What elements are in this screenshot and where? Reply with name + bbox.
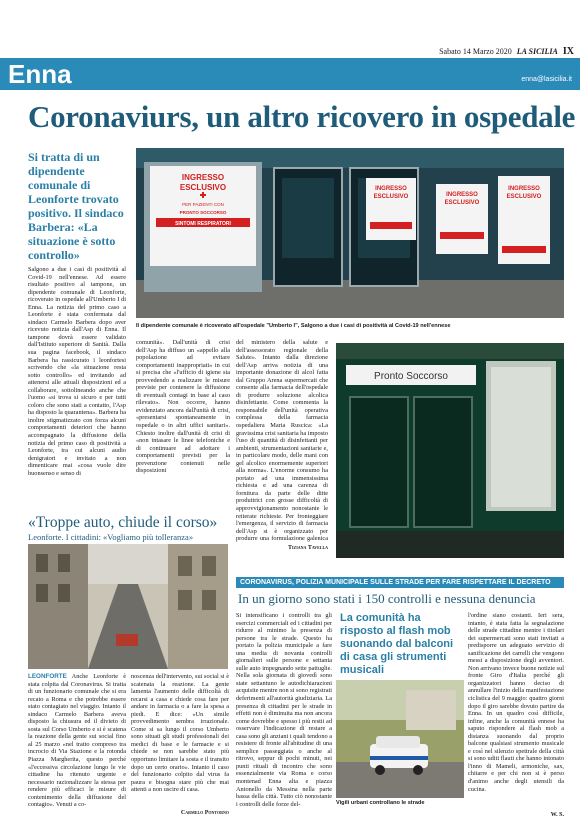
second-body-col1-text: Anche Leonforte è stata colpita dal Coronavirus. Si tratta di un funzionario comunale che si era recato a Roma e che potrebbe essere stato contagiato nel viaggio. Intanto il sindaco Carmelo Barbera aveva disposto la chiusura ed il divieto di sosta sul Corso Umberto e si è scatena la reazione della gente sui social fino al 25 marzo «nel tratto compreso tra incrocio di Via Stazione e la rotonda Piazza Margherita, questo perché «l'eccessiva circolazione lungo le vie cittadine ha ritenuto urgente e necessario razionalizzare la stessa per rendere più efficaci le misure di contenimento della diffusione del contagio». Venuti a co-	[28, 673, 126, 809]
hospital-entrance-photo	[136, 148, 564, 318]
main-photo-caption: Il dipendente comunale è ricoverato all'ospedale "Umberto I", Salgono a due i casi di positività al Covid-19 nell'ennese	[136, 323, 451, 329]
corso-street-photo	[28, 544, 228, 669]
sign-pronto-soccorso: Pronto Soccorso	[374, 371, 448, 382]
section-bar	[0, 58, 580, 90]
second-body-col2: noscenza dell'intervento, sui social si è scatenata la reazione. La gente lamenta l'aumento delle difficoltà di recarsi a casa e chiede cosa fare per andare in farmacia o a fare la spesa a piedi. E dice: «Un simile provvedimento sembra irrazionale. Come si sa lungo il corso Umberto sono situati gli studi professionali dei medici di base e le farmacie e si chiede se non sarebbe stato più opportuno limitare la sosta e il transito dopo un certo orario». Intanto il caso del funzionario colpito dal virus fa paura e bisogna stare più che mai attenti a non uscire di casa.	[131, 673, 229, 794]
sign-sintomi: SINTOMI RESPIRATORI	[175, 221, 231, 227]
main-kicker: Si tratta di un dipendente comunale di Leonforte trovato positivo. Il sindaco Barbera: «La situazione è sotto controllo»	[28, 150, 124, 262]
second-headline: «Troppe auto, chiude il corso»	[28, 514, 218, 531]
section-title: Enna	[8, 59, 72, 89]
third-pullquote: La comunità ha risposto al flash mob suonando dal balconi di casa gli strumenti musicali	[340, 612, 454, 676]
third-body-col3: l'ordine siano costanti. Ieri sera, intanto, è stata fatta la segnalazione delle strade cittadine mentre i titolari dei supermercati sono stati invitati a predisporre un adeguato servizio di sanificazione dei carrelli che vengono messi a disposizione degli avventori. Non arrivano invece buone notizie sul fronte Giro d'Italia perché gli organizzatori hanno deciso di annullare l'inizio della manifestazione ciclistica del 9 maggio: quattro giorni dopo il giro sarebbe dovuto partire da Enna. In un quadro così difficile, infine, anche la comunità ennese ha saputo rispondere al flash mob a distanza suonando dal proprio balcone qualsiasi strumento musicale e così nel silenzio spettrale della città si sono uditi flauti che hanno intonato l'inno di Mameli, armoniche, sax, chitarre e per chi non si è perso d'animo anche degli utensili da cucina.	[468, 612, 564, 793]
sign-ingresso-4: INGRESSO	[508, 186, 540, 192]
page-header	[0, 0, 580, 60]
edition-date: Sabato 14 Marzo 2020	[439, 47, 512, 56]
sign-esclusivo-2: ESCLUSIVO	[373, 194, 409, 200]
newspaper-name: LA SICILIA	[516, 47, 558, 56]
sign-esclusivo-3: ESCLUSIVO	[444, 200, 480, 206]
section-email[interactable]: enna@lasicilia.it	[521, 76, 572, 83]
main-body-col1: Salgono a due i casi di positività al Covid-19 nell'ennese. Ad essere risultato positivo al tampone, un dipendente comunale di Leonforte, ricoverato in ospedale all'Umberto I di Enna. La notizia del primo caso a Leonforte è stata confermata dal sindaco Carmelo Barbera dopo aver ricevuto notizia dall'Asp di Enna. Il tampone dovrà essere validato dall'Istituto superiore di Sanità. Dalla sua pagina facebook, il sindaco Barbera ha rassicurato i leonfortesi scrivendo che «la situazione resta sotto controllo» ed invitando ad attenersi alle attuali disposizioni ed a collaborare, sottolineando anche che l'uomo «si trova si sicuro e per tutti coloro che sono stati a contatto, l'Asp ha disposto la quarantena». Barbera ha inoltre stigmatizzato con forza alcuni comportamenti deteriori che hanno accompagnato la diffusione della notizia del primo caso di positività a Leonforte, tra cui alcuni audio denigratori e invitato a non dimenticare mai «cosa vuole dire buonsenso e senso di	[28, 266, 126, 477]
police-car-photo	[336, 680, 464, 798]
sign-ingresso-2: INGRESSO	[375, 186, 407, 192]
sign-pronto: PRONTO SOCCORSO	[179, 210, 227, 215]
sign-esclusivo-4: ESCLUSIVO	[506, 194, 542, 200]
sign-esclusivo: ESCLUSIVO	[179, 183, 227, 192]
second-body-col1	[28, 673, 126, 821]
pronto-soccorso-photo	[336, 343, 564, 558]
third-headline: In un giorno sono stati i 150 controlli e nessuna denuncia	[238, 591, 536, 606]
page-number: IX	[562, 46, 574, 57]
main-body-col2: comunità». Dall'unità di crisi dell'Asp ha diffuso un «appello alla popolazione ad evitare comportamenti inappropriati» in cui si precisa che «l'ufficio di igiene sta provvedendo a realizzare le misure previste per contenere la diffusione di eventuali contagi in base al caso rilevato». Non occorre, hanno evidenziato ancora dall'unità di crisi, «presentarsi spontaneamente in ospedale o in altri uffici sanitari». Chiesto inoltre dall'unità di crisi di «non intasare le linee telefoniche e di continuare ad adottare i comportamenti previsti per la prevenzione contenuti nelle disposizioni	[136, 339, 230, 475]
second-subhead: Leonforte. I cittadini: «Vogliamo più tolleranza»	[28, 532, 194, 542]
third-byline: W. S.	[550, 812, 564, 818]
police-photo-caption: Vigili urbani controllano le strade	[336, 800, 425, 806]
edition-line	[439, 46, 574, 57]
main-headline: Coronaviurs, un altro ricovero in ospedale	[28, 99, 576, 134]
main-body-col3: del ministero della salute e dell'assessorato regionale della Salute». Intanto dalla direzione dell'Asp arriva notizia di una importante donazione di alcol fatta dal Gruppo Arena supermercati che consente alla farmacia dell'ospedale di produrre soluzione alcolica disinfettante. Come commenta la responsabile dell'unità operativa complessa della farmacia ospedaliera Maria Ruscica: «La gravissima crisi sanitaria ha imposto l'uso di quantità di disinfettanti per ambienti, strumentazioni sanitarie e, in particolare modo, delle mani con gel alcolico enormemente superiori alla norma». L'enorme consumo ha portato ad una immensissima richiesta e ad una carenza di fornitura da parte delle ditte produttrici con grosse difficoltà di approvvigionamento nonostante le reiterate richieste. Per fronteggiare l'emergenza, il servizio di farmacia dell'Asp si è organizzato per produrre una formulazione galenica	[236, 339, 328, 543]
third-body-col1: Si intensificano i controlli tra gli esercizi commerciali ed i cittadini per ridurre al minimo la presenza di persone tra le strade. Questo ha portato la polizia municipale a fare una media di novanta controlli giornalieri sulle persone e settanta sulle auto impegnando sette pattuglie. Nella sola giornata di giovedì sono state settantuno le autodichiarazioni acquisite mentre non si sono registrati deferimenti all'autorità giudiziaria. La presenza di cittadini per le strade in effetti non è diminuita ma non ancora come dovrebbe e spesso i più restii ad osservare l'indicazione di restare a casa sono gli anziani i quali tendono a resistere di fronte all'abitudine di una semplice passeggiata o anche al ritrovo, seppur di pochi minuti, nei punti rituali di incontro che sono essenzialmente via Roma e corso montenad Enna alta e piazza Antonello da Messina nella parte bassa della città. Tutto ciò nonostante i controlli delle forze del-	[236, 612, 332, 808]
main-byline: Tiziana Tavella	[288, 545, 328, 551]
third-banner: CORONAVIRUS, POLIZIA MUNICIPALE SULLE STRADE PER FARE RISPETTARE IL DECRETO	[236, 577, 564, 588]
sign-ingresso: INGRESSO	[181, 173, 225, 182]
second-lead-word: LEONFORTE	[28, 673, 67, 680]
sign-per-pazienti: PER PAZIENTI CON	[182, 202, 224, 207]
second-byline: Carmelo Pontorno	[180, 810, 229, 816]
sign-ingresso-3: INGRESSO	[446, 192, 478, 198]
